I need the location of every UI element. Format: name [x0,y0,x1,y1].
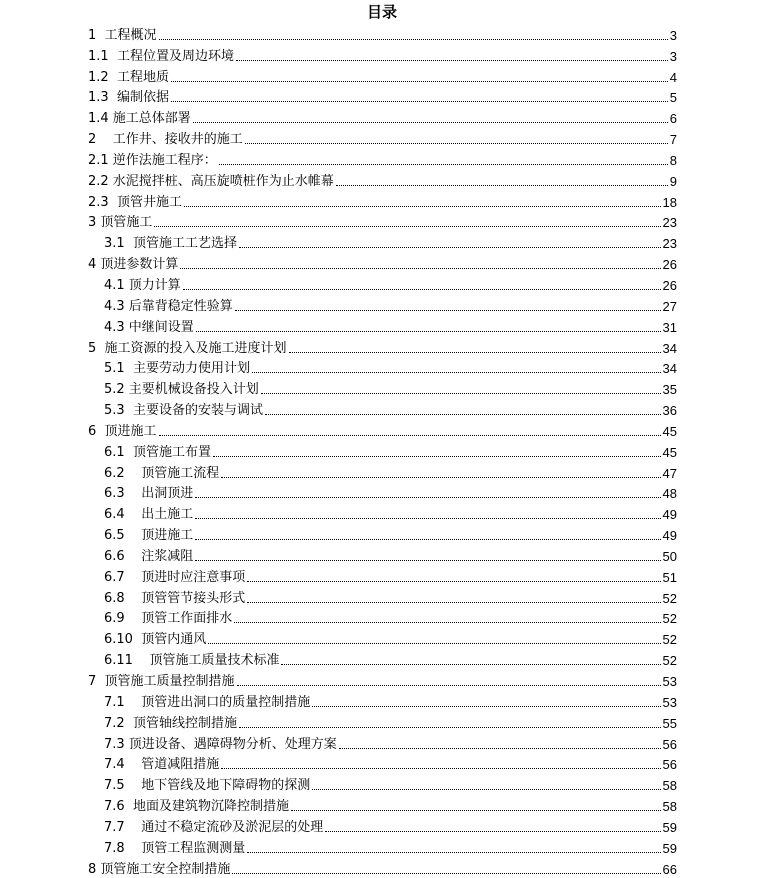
toc-dot-leader [195,560,660,561]
toc-entry-page-number: 3 [669,48,677,64]
toc-dot-leader [195,539,660,540]
toc-entry-text: 4 顶进参数计算 [88,257,179,273]
toc-entry-text: 3 顶管施工 [88,215,153,231]
toc-entry-text: 2.2 水泥搅拌桩、高压旋喷桩作为止水帷幕 [88,173,334,189]
toc-entry-page-number: 26 [662,257,677,273]
toc-entry-text: 6.1 顶管施工布置 [104,444,211,460]
toc-entry-page-number: 48 [662,486,677,502]
toc-entry-text: 6 顶进施工 [88,423,157,439]
toc-dot-leader [196,331,661,332]
toc-entry[interactable] [0,732,764,753]
toc-dot-leader [154,226,660,227]
toc-dot-leader [239,247,661,248]
toc-entry-page-number: 23 [662,236,677,252]
toc-dot-leader [180,268,660,269]
toc-entry-text: 2.1 逆作法施工程序： [88,152,217,168]
toc-entry-page-number: 3 [669,27,677,43]
toc-dot-leader [213,456,661,457]
toc-entry-text: 6.11 顶管施工质量技术标准 [104,653,280,669]
toc-dot-leader [159,435,661,436]
toc-entry-text: 7.2 顶管轴线控制措施 [104,715,237,731]
toc-entry[interactable] [0,836,764,857]
toc-entry[interactable] [0,294,764,315]
toc-dot-leader [232,873,660,874]
toc-dot-leader [171,101,668,102]
toc-entry-text: 4.3 中继间设置 [104,319,194,335]
toc-entry[interactable] [0,398,764,419]
toc-entry[interactable] [0,669,764,690]
toc-entry-page-number: 31 [662,319,677,335]
toc-entry-text: 2.3 顶管井施工 [88,194,182,210]
toc-dot-leader [336,185,668,186]
toc-entry-page-number: 53 [662,674,677,689]
toc-entry-text: 5 施工资源的投入及施工进度计划 [88,340,287,356]
toc-entry-text: 6.2 顶管施工流程 [104,465,220,481]
toc-entry-text: 4.1 顶力计算 [104,277,181,293]
toc-entry-text: 6.7 顶进时应注意事项 [104,569,246,585]
toc-dot-leader [247,852,660,853]
toc-dot-leader [339,748,661,749]
toc-dot-leader [193,122,668,123]
toc-dot-leader [195,518,660,519]
toc-entry-page-number: 36 [662,403,677,419]
toc-entry[interactable] [0,190,764,211]
toc-entry-page-number: 52 [662,590,677,606]
toc-entry[interactable] [0,127,764,148]
toc-entry-text: 5.3 主要设备的安装与调试 [104,403,263,419]
toc-entry-text: 5.1 主要劳动力使用计划 [104,361,250,377]
toc-entry-page-number: 47 [662,465,677,481]
toc-dot-leader [236,60,668,61]
toc-entry-page-number: 18 [662,194,677,210]
toc-entry-text: 2 工作井、接收井的施工 [88,132,243,148]
toc-dot-leader [247,602,660,603]
toc-dot-leader [252,372,661,373]
toc-entry[interactable] [0,419,764,440]
toc-entry[interactable] [0,711,764,732]
toc-dot-leader [325,831,660,832]
toc-entry-text: 6.3 出洞顶进 [104,486,194,502]
toc-entry-page-number: 66 [662,861,677,877]
toc-dot-leader [291,810,661,811]
toc-entry-page-number: 45 [662,423,677,439]
toc-dot-leader [312,706,660,707]
toc-entry-page-number: 27 [662,298,677,314]
toc-dot-leader [261,393,661,394]
toc-dot-leader [219,164,668,165]
toc-entry-page-number: 56 [662,736,677,752]
toc-entry-page-number: 56 [662,757,677,773]
toc-dot-leader [289,352,661,353]
toc-entry-page-number: 49 [662,507,677,523]
toc-entry[interactable] [0,273,764,294]
toc-entry-page-number: 7 [669,132,677,148]
toc-entry-page-number: 51 [662,569,677,585]
toc-entry[interactable] [0,461,764,482]
toc-entry-text: 6.4 出土施工 [104,507,194,523]
toc-entry[interactable] [0,857,764,878]
toc-entry[interactable] [0,44,764,65]
toc-entry-text: 1.2 工程地质 [88,69,169,85]
toc-entry[interactable] [0,773,764,794]
toc-entry-text: 4.3 后靠背稳定性验算 [104,298,233,314]
toc-dot-leader [159,39,668,40]
toc-entry[interactable] [0,544,764,565]
toc-entry[interactable] [0,794,764,815]
toc-entry-page-number: 58 [662,778,677,794]
toc-entry-text: 7 顶管施工质量控制措施 [88,674,235,689]
toc-entry-text: 8 顶管施工安全控制措施 [88,861,231,877]
toc-entry[interactable] [0,106,764,127]
toc-dot-leader [245,143,668,144]
toc-dot-leader [239,727,661,728]
toc-dot-leader [221,477,660,478]
toc-entry-text: 6.6 注浆减阻 [104,548,194,564]
toc-dot-leader [195,497,660,498]
toc-entry[interactable] [0,315,764,336]
toc-entry-text: 1.1 工程位置及周边环境 [88,48,234,64]
toc-entry[interactable] [0,231,764,252]
toc-entry-text: 7.6 地面及建筑物沉降控制措施 [104,799,289,815]
toc-entry-page-number: 52 [662,611,677,627]
toc-entry-text: 6.5 顶进施工 [104,528,194,544]
toc-entry-page-number: 5 [669,90,677,106]
toc-entry-page-number: 45 [662,444,677,460]
toc-entry[interactable] [0,502,764,523]
toc-entry-page-number: 58 [662,799,677,815]
toc-entry-text: 6.10 顶管内通风 [104,632,207,648]
toc-entry[interactable] [0,753,764,774]
toc-entry-page-number: 8 [669,152,677,168]
toc-entry[interactable] [0,482,764,503]
toc-entry-page-number: 26 [662,277,677,293]
toc-dot-leader [184,206,661,207]
toc-entry-page-number: 34 [662,340,677,356]
toc-entry-page-number: 59 [662,840,677,856]
toc-entry-page-number: 34 [662,361,677,377]
toc-dot-leader [237,685,661,686]
toc-entry-text: 7.1 顶管进出洞口的质量控制措施 [104,694,311,710]
toc-entry[interactable] [0,211,764,232]
toc-list [0,23,764,878]
toc-dot-leader [247,581,660,582]
toc-entry[interactable] [0,523,764,544]
toc-dot-leader [221,768,660,769]
toc-entry[interactable] [0,357,764,378]
toc-entry-text: 5.2 主要机械设备投入计划 [104,382,259,398]
toc-entry[interactable] [0,65,764,86]
toc-entry-text: 6.9 顶管工作面排水 [104,611,233,627]
toc-title: 目录 [366,3,397,21]
toc-entry[interactable] [0,86,764,107]
toc-entry-text: 7.3 顶进设备、遇障碍物分析、处理方案 [104,736,337,752]
toc-entry-page-number: 59 [662,819,677,835]
toc-entry-page-number: 52 [662,653,677,669]
toc-dot-leader [235,310,661,311]
toc-entry[interactable] [0,627,764,648]
toc-entry-page-number: 9 [669,173,677,189]
toc-entry-page-number: 55 [662,715,677,731]
toc-entry[interactable] [0,565,764,586]
toc-entry-text: 6.8 顶管管节接头形式 [104,590,246,606]
toc-entry-text: 7.7 通过不稳定流砂及淤泥层的处理 [104,819,324,835]
toc-dot-leader [281,664,660,665]
toc-entry-page-number: 50 [662,548,677,564]
toc-entry-text: 1.4 施工总体部署 [88,111,191,127]
toc-entry-text: 1 工程概况 [88,27,157,43]
toc-entry[interactable] [0,23,764,44]
toc-entry[interactable] [0,440,764,461]
toc-entry[interactable] [0,586,764,607]
toc-entry[interactable] [0,648,764,669]
toc-entry[interactable] [0,377,764,398]
toc-entry-page-number: 53 [662,694,677,710]
toc-entry-page-number: 52 [662,632,677,648]
toc-entry-text: 1.3 编制依据 [88,90,169,106]
toc-entry[interactable] [0,169,764,190]
toc-dot-leader [183,289,661,290]
toc-entry-text: 7.5 地下管线及地下障碍物的探测 [104,778,311,794]
toc-dot-leader [234,622,660,623]
toc-entry-text: 3.1 顶管施工工艺选择 [104,236,237,252]
toc-entry-page-number: 49 [662,528,677,544]
toc-entry-text: 7.8 顶管工程监测测量 [104,840,246,856]
toc-entry[interactable] [0,148,764,169]
toc-entry-page-number: 35 [662,382,677,398]
toc-dot-leader [208,643,660,644]
toc-entry-page-number: 4 [669,69,677,85]
toc-dot-leader [312,789,660,790]
toc-dot-leader [171,81,668,82]
toc-entry[interactable] [0,607,764,628]
toc-entry[interactable] [0,336,764,357]
toc-entry-page-number: 23 [662,215,677,231]
toc-dot-leader [265,414,661,415]
toc-entry[interactable] [0,815,764,836]
toc-entry[interactable] [0,690,764,711]
toc-entry[interactable] [0,252,764,273]
toc-entry-page-number: 6 [669,111,677,127]
toc-entry-text: 7.4 管道减阻措施 [104,757,220,773]
